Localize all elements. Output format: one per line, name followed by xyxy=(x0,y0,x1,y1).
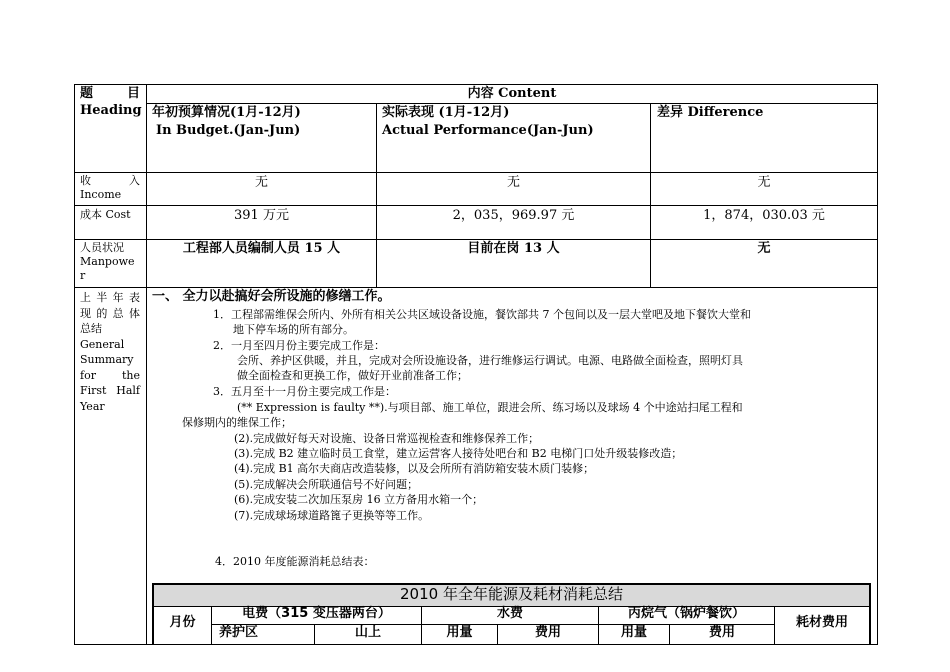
table-rule xyxy=(74,172,878,173)
propane-usage: 用量 xyxy=(620,625,647,640)
table-border-bottom xyxy=(74,644,878,645)
difference-header: 差异 Difference xyxy=(657,105,764,120)
section-title: 一、 全力以赴搞好会所设施的修缮工作。 xyxy=(152,289,391,304)
sub-item: (3).完成 B2 建立临时员工食堂，建立运营客人接待处吧台和 B2 电梯门口处升级装修改造； xyxy=(234,447,683,460)
sub-item: (7).完成球场球道路篦子更换等等工作。 xyxy=(234,509,430,522)
income-budget: 无 xyxy=(254,175,268,190)
cost-diff: 1，874，030.03 元 xyxy=(703,208,825,223)
summary-label-line: 上半年表 xyxy=(80,291,140,304)
income-actual: 无 xyxy=(506,175,520,190)
item-1-line-a: 1．工程部需维保会所内、外所有相关公共区域设备设施，餐饮部共 7 个包间以及一层大堂吧及地下餐饮大堂和 xyxy=(213,308,751,321)
table-border-right xyxy=(877,84,878,645)
energy-table-rule xyxy=(212,624,775,625)
sub-item: (6).完成安装二次加压泵房 16 立方备用水箱一个； xyxy=(234,493,484,506)
sub-area-2: 山上 xyxy=(354,625,381,640)
income-label-en: Income xyxy=(80,188,122,201)
table-border-left xyxy=(74,84,75,645)
consumables-header: 耗材费用 xyxy=(795,615,848,630)
summary-label-line: for the xyxy=(80,368,140,382)
table-rule xyxy=(74,239,878,240)
item-3-line-a: 3．五月至十一月份主要完成工作是： xyxy=(213,385,396,398)
table-col-divider xyxy=(146,84,147,645)
income-label-cn: 收 入 xyxy=(80,174,140,187)
budget-header-en: In Budget.(Jan-Jun) xyxy=(156,123,301,138)
summary-label-line: 现的总体 xyxy=(80,306,140,320)
water-cost: 费用 xyxy=(534,625,561,640)
table-col-divider xyxy=(376,103,377,288)
table-rule xyxy=(147,103,878,104)
energy-table-title: 2010 年全年能源及耗材消耗总结 xyxy=(400,585,623,603)
sub-area-1: 养护区 xyxy=(219,625,259,640)
propane-cost: 费用 xyxy=(708,625,735,640)
summary-label-line: 总结 xyxy=(80,322,102,335)
manpower-actual: 目前在岗 13 人 xyxy=(467,241,560,256)
water-header: 水费 xyxy=(496,606,523,621)
table-border-top xyxy=(74,84,878,85)
sub-item: (4).完成 B1 高尔夫商店改造装修，以及会所所有消防箱安装木质门装修； xyxy=(234,462,595,475)
item-2-line-c: 做全面检查和更换工作，做好开业前准备工作； xyxy=(237,369,468,382)
summary-label-line: First Half xyxy=(80,384,140,397)
table-rule xyxy=(74,205,878,206)
income-diff: 无 xyxy=(757,175,771,190)
item-3-line-b: (** Expression is faulty **).与项目部、施工单位，跟进会所、练习场以及球场 4 个中途站扫尾工程和 xyxy=(237,401,743,414)
heading-label: 题 目 xyxy=(80,86,140,101)
item-1-line-b: 地下停车场的所有部分。 xyxy=(233,323,354,336)
budget-header-cn: 年初预算情况(1月-12月) xyxy=(152,105,301,120)
propane-header: 丙烷气（锅炉餐饮） xyxy=(627,606,745,621)
cost-actual: 2，035，969.97 元 xyxy=(452,208,575,223)
sub-item: (2).完成做好每天对设施、设备日常巡视检查和维修保养工作； xyxy=(234,432,540,445)
item-3-line-c: 保修期内的维保工作； xyxy=(182,416,292,429)
sub-item: (5).完成解决会所联通信号不好问题； xyxy=(234,478,419,491)
summary-label xyxy=(80,290,140,414)
actual-header-en: Actual Performance(Jan-Jun) xyxy=(382,123,594,138)
summary-label-line: General xyxy=(80,337,125,351)
item-2-line-a: 2．一月至四月份主要完成工作是： xyxy=(213,339,385,352)
actual-header-cn: 实际表现 (1月-12月) xyxy=(382,105,510,120)
energy-table-rule xyxy=(869,583,871,645)
item-2-line-b: 会所、养护区供暖，并且，完成对会所设施设备，进行维修运行调试。电源、电路做全面检查，照明灯具 xyxy=(237,354,743,367)
manpower-diff: 无 xyxy=(757,241,771,256)
manpower-label-en1: Manpowe xyxy=(80,255,135,268)
summary-label-line: Summary xyxy=(80,353,134,366)
table-rule xyxy=(74,287,878,288)
summary-label-line: Year xyxy=(80,399,105,413)
item-4: 4．2010 年度能源消耗总结表： xyxy=(215,555,375,568)
electricity-header: 电费（315 变压器两台） xyxy=(242,606,391,621)
water-usage: 用量 xyxy=(446,625,473,640)
manpower-label-cn: 人员状况 xyxy=(80,241,124,254)
manpower-budget: 工程部人员编制人员 15 人 xyxy=(182,241,341,256)
manpower-label-en2: r xyxy=(80,269,86,282)
cost-label: 成本 Cost xyxy=(80,208,131,221)
table-col-divider xyxy=(650,103,651,288)
heading-label-en: Heading xyxy=(80,103,142,118)
cost-budget: 391 万元 xyxy=(234,208,289,223)
content-header: 内容 Content xyxy=(467,86,557,101)
month-header: 月份 xyxy=(169,615,196,630)
